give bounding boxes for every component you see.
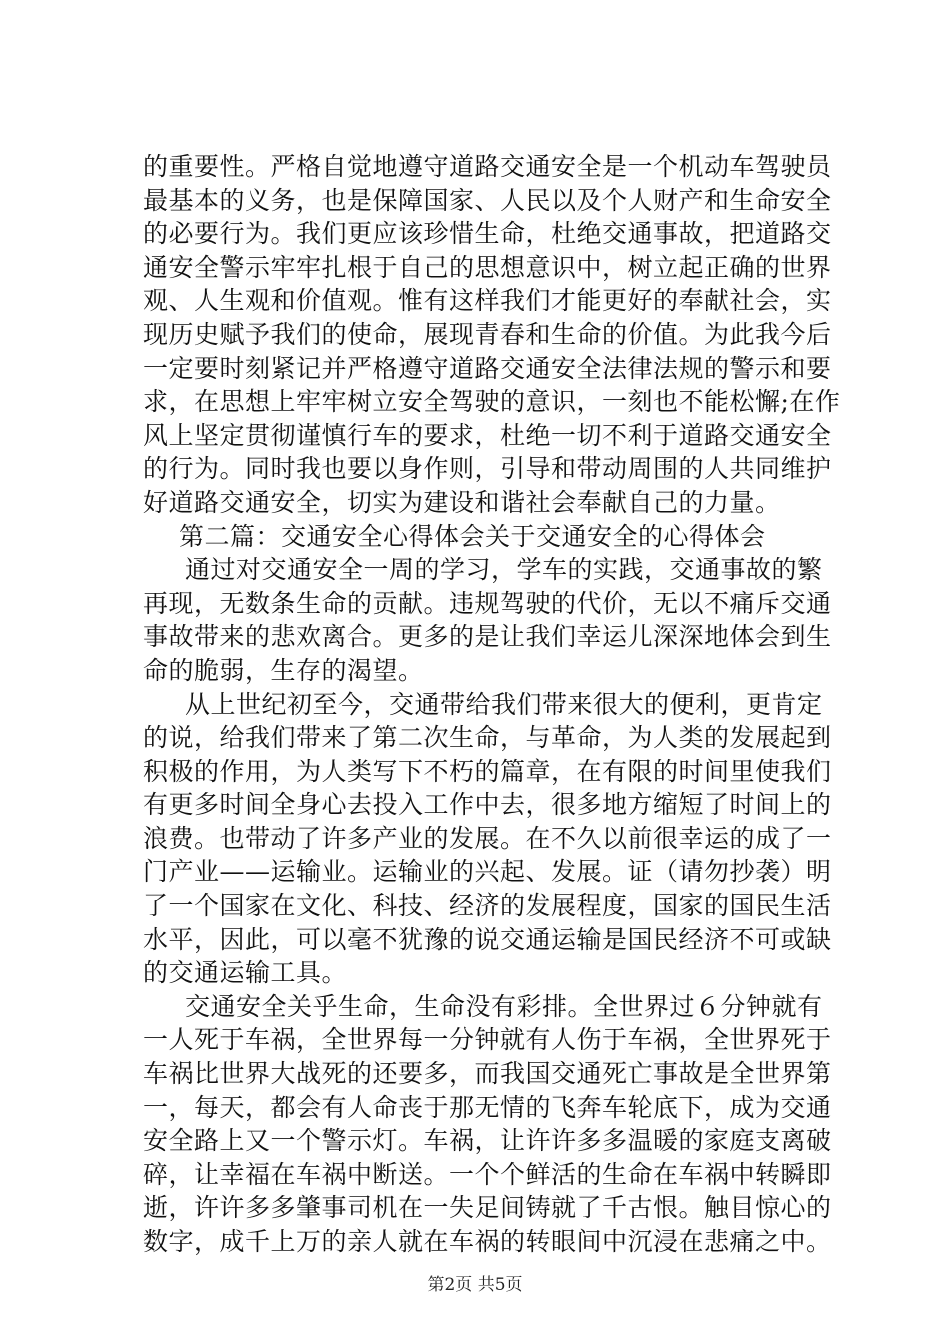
page-footer: 第2页 共5页 (427, 1275, 523, 1295)
text-line: 安全路上又一个警示灯。车祸，让许许多多温暖的家庭支离破 (143, 1126, 832, 1156)
text-line: 了一个国家在文化、科技、经济的发展程度，国家的国民生活 (143, 891, 832, 921)
text-line: 一人死于车祸，全世界每一分钟就有人伤于车祸，全世界死于 (143, 1025, 832, 1055)
text-line: 水平，因此，可以毫不犹豫的说交通运输是国民经济不可或缺 (143, 924, 832, 954)
text-line: 通安全警示牢牢扎根于自己的思想意识中，树立起正确的世界 (143, 252, 832, 282)
text-line: 的交通运输工具。 (143, 958, 348, 988)
text-line: 的必要行为。我们更应该珍惜生命，杜绝交通事故，把道路交 (143, 219, 832, 249)
text-line: 一，每天，都会有人命丧于那无情的飞奔车轮底下，成为交通 (143, 1092, 832, 1122)
text-line: 最基本的义务，也是保障国家、人民以及个人财产和生命安全 (143, 185, 832, 215)
text-line: 现历史赋予我们的使命，展现青春和生命的价值。为此我今后 (143, 319, 832, 349)
text-line: 好道路交通安全，切实为建设和谐社会奉献自己的力量。 (143, 487, 781, 517)
text-line: 通过对交通安全一周的学习，学车的实践，交通事故的繁 (185, 555, 823, 585)
text-line: 门产业——运输业。运输业的兴起、发展。证（请勿抄袭）明 (143, 857, 832, 887)
text-line: 数字，成千上万的亲人就在车祸的转眼间中沉浸在悲痛之中。 (143, 1227, 832, 1256)
text-line: 的说，给我们带来了第二次生命，与革命，为人类的发展起到 (143, 723, 832, 753)
text-line: 的重要性。严格自觉地遵守道路交通安全是一个机动车驾驶员 (143, 152, 832, 181)
text-line: 浪费。也带动了许多产业的发展。在不久以前很幸运的成了一 (143, 823, 832, 853)
text-line: 的行为。同时我也要以身作则，引导和带动周围的人共同维护 (143, 454, 832, 484)
text-line: 从上世纪初至今，交通带给我们带来很大的便利，更肯定 (185, 689, 823, 719)
text-line: 车祸比世界大战死的还要多，而我国交通死亡事故是全世界第 (143, 1059, 832, 1089)
text-line: 交通安全关乎生命，生命没有彩排。全世界过６分钟就有 (185, 991, 823, 1021)
text-line: 有更多时间全身心去投入工作中去，很多地方缩短了时间上的 (143, 790, 832, 820)
text-line: 风上坚定贯彻谨慎行车的要求，杜绝一切不利于道路交通安全 (143, 420, 832, 450)
document-body (143, 150, 841, 1259)
text-line: 积极的作用，为人类写下不朽的篇章，在有限的时间里使我们 (143, 756, 832, 786)
text-line: 事故带来的悲欢离合。更多的是让我们幸运儿深深地体会到生 (143, 622, 832, 652)
text-line: 一定要时刻紧记并严格遵守道路交通安全法律法规的警示和要 (143, 353, 832, 383)
text-line: 再现，无数条生命的贡献。违规驾驶的代价，无以不痛斥交通 (143, 588, 832, 618)
text-line: 观、人生观和价值观。惟有这样我们才能更好的奉献社会，实 (143, 286, 832, 316)
text-line: 第二篇：交通安全心得体会关于交通安全的心得体会 (179, 521, 766, 551)
text-line: 逝，许许多多肇事司机在一失足间铸就了千古恨。触目惊心的 (143, 1193, 832, 1223)
text-line: 命的脆弱，生存的渴望。 (143, 655, 424, 685)
text-line: 碎，让幸福在车祸中断送。一个个鲜活的生命在车祸中转瞬即 (143, 1159, 832, 1189)
text-line: 求，在思想上牢牢树立安全驾驶的意识，一刻也不能松懈;在作 (143, 387, 841, 417)
